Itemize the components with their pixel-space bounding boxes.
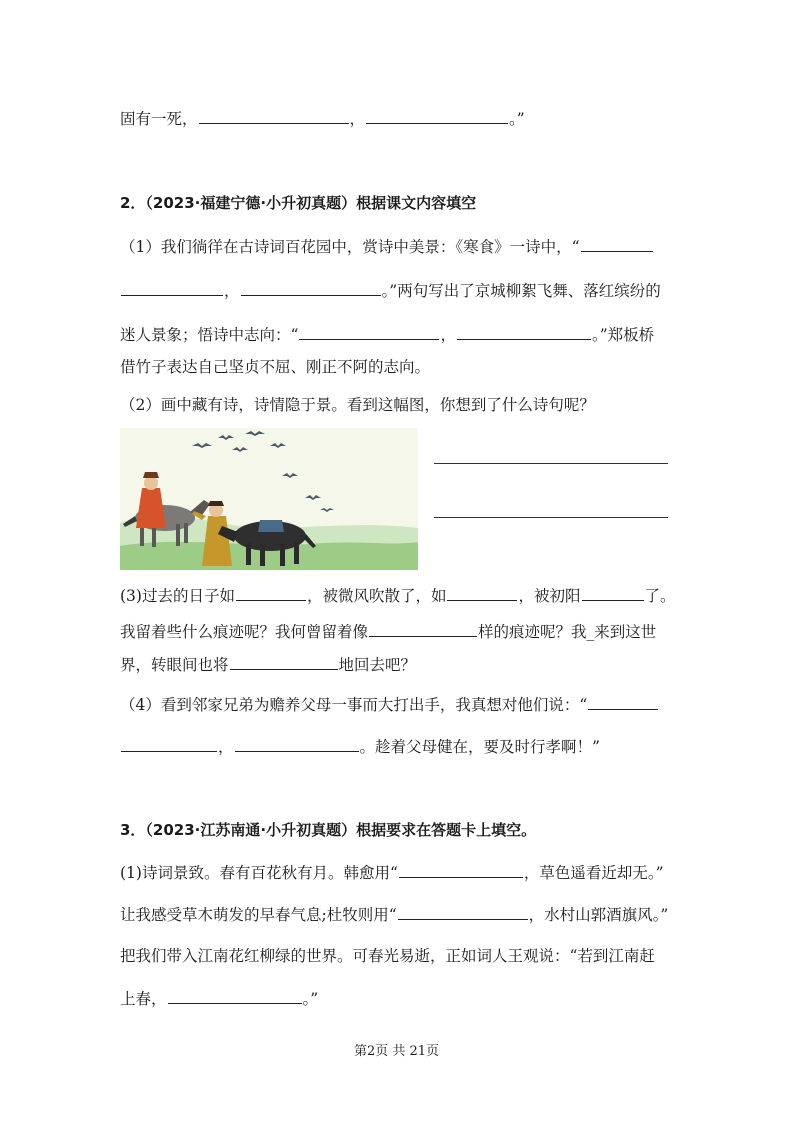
q3-line3: 把我们带入江南花红柳绿的世界。可春光易逝，正如词人王观说：“若到江南赶 <box>120 947 655 965</box>
answer-blank[interactable] <box>398 904 528 920</box>
answer-blank[interactable] <box>121 736 217 752</box>
q3-line1: (1)诗词景致。春有百花秋有月。韩愈用“ ，草色遥看近却无。” <box>120 864 664 882</box>
answer-blank[interactable] <box>230 654 338 670</box>
answer-blank[interactable] <box>235 736 359 752</box>
q2-part2-prompt: （2）画中藏有诗，诗情隐于景。看到这幅图，你想到了什么诗句呢？ <box>120 396 595 414</box>
q1-tail-text: 固有一死， <box>120 110 198 128</box>
answer-blank[interactable] <box>241 280 381 296</box>
question-3-heading: 3．（2023·江苏南通·小升初真题）根据要求在答题卡上填空。 <box>120 821 537 839</box>
question-2-heading: 2．（2023·福建宁德·小升初真题）根据课文内容填空 <box>120 194 477 212</box>
answer-blank[interactable] <box>588 694 658 710</box>
answer-blank[interactable] <box>168 988 302 1004</box>
q2-part4-line2: ， 。趁着父母健在，要及时行孝啊！” <box>120 736 600 757</box>
answer-blank[interactable] <box>447 585 517 601</box>
q2-part1-line1: （1）我们徜徉在古诗词百花园中，赏诗中美景：《寒食》一诗中，“ <box>120 236 654 257</box>
answer-line[interactable] <box>434 517 668 518</box>
answer-blank[interactable] <box>366 108 508 124</box>
poem-scene-picture <box>120 428 418 570</box>
q3-line4: 上春， 。” <box>120 990 319 1008</box>
answer-blank[interactable] <box>581 236 653 252</box>
answer-blank[interactable] <box>369 621 477 637</box>
answer-line[interactable] <box>434 463 668 464</box>
answer-blank[interactable] <box>399 862 523 878</box>
page-footer: 第2页 共 21页 <box>353 1044 440 1059</box>
q2-part3-line1: (3)过去的日子如 ，被微风吹散了，如 ，被初阳 了。 <box>120 587 676 605</box>
q2-part3-line3: 界，转眼间也将 地回去吧？ <box>120 656 417 674</box>
answer-blank[interactable] <box>457 324 591 340</box>
q2-part1-line3: 迷人景象；悟诗中志向：“ ， 。”郑板桥 <box>120 326 655 344</box>
q3-line2: 让我感受草木萌发的早春气息;杜牧则用“ ，水村山郭酒旗风。” <box>120 906 669 924</box>
answer-blank[interactable] <box>199 108 349 124</box>
q1-tail-line: 固有一死， ， 。” <box>120 110 525 128</box>
q2-part3-line2: 我留着些什么痕迹呢？我何曾留着像 样的痕迹呢？我_来到这世 <box>120 623 657 641</box>
q2-part1-line2: ， 。”两句写出了京城柳絮飞舞、落红缤纷的 <box>120 280 661 301</box>
answer-blank[interactable] <box>299 324 439 340</box>
answer-blank[interactable] <box>121 280 223 296</box>
answer-blank[interactable] <box>236 585 306 601</box>
q2-part1-line4: 借竹子表达自己坚贞不屈、刚正不阿的志向。 <box>120 358 431 376</box>
answer-blank[interactable] <box>582 585 644 601</box>
q2-part4-line1: （4）看到邻家兄弟为赡养父母一事而大打出手，我真想对他们说：“ <box>120 694 659 715</box>
